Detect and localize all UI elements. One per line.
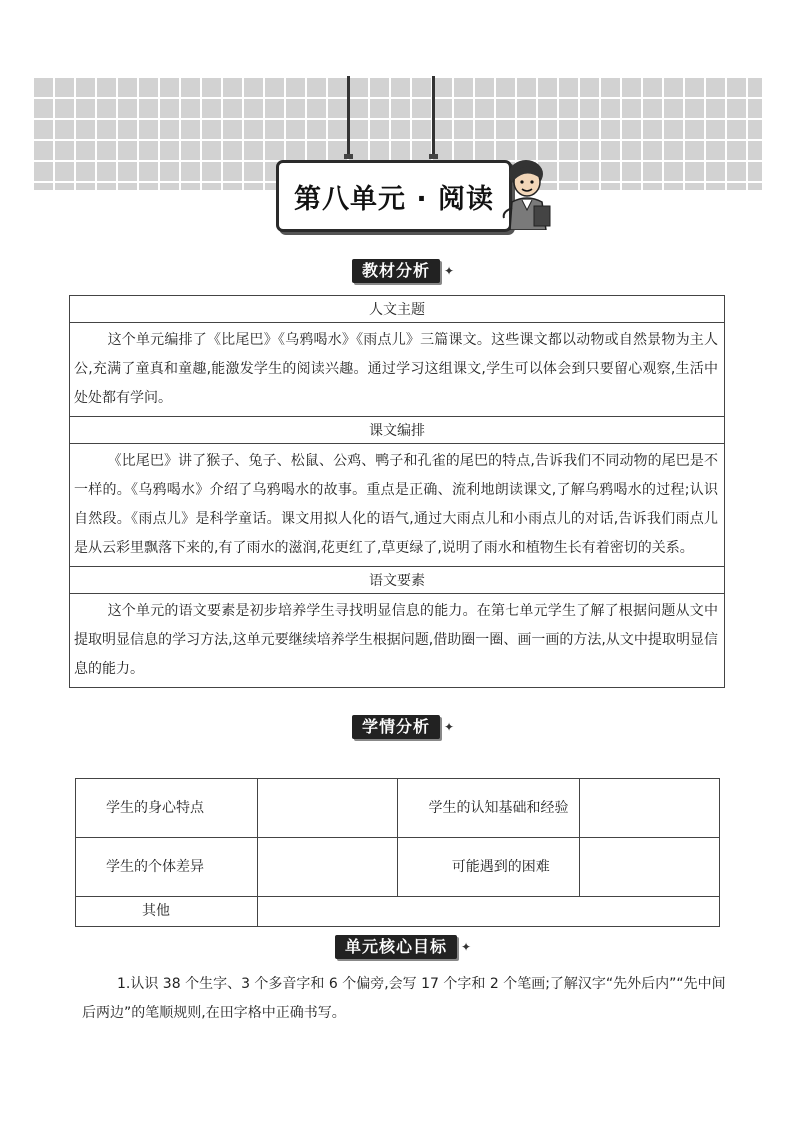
table-cell: 《比尾巴》讲了猴子、兔子、松鼠、公鸡、鸭子和孔雀的尾巴的特点,告诉我们不同动物的尾巴是不一样的。《乌鸦喝水》介绍了乌鸦喝水的故事。重点是正确、流利地朗读课文,了解乌鸦喝水的过程;认识自然段。《雨点儿》是科学童话。课文用拟人化的语气,通过大雨点儿和小雨点儿的对话,告诉我们雨点儿是从云彩里飘落下来的,有了雨水的滋润,花更红了,草更绿了,说明了雨水和植物生长有着密切的关系。 (70, 444, 725, 567)
section-title: 学情分析 (352, 715, 440, 739)
hanging-rod-left (347, 76, 350, 156)
table-cell-label: 其他 (76, 897, 258, 927)
sparkle-icon: ✦ (444, 720, 455, 734)
unit-title-board (276, 160, 512, 232)
table-cell-blank[interactable] (258, 838, 398, 897)
table-header: 课文编排 (70, 417, 725, 444)
table-cell-label: 学生的认知基础和经验 (398, 779, 580, 838)
section-title: 单元核心目标 (335, 935, 457, 959)
table-cell-blank[interactable] (579, 779, 719, 838)
textbook-analysis-table (69, 295, 725, 688)
table-cell-label: 学生的身心特点 (76, 779, 258, 838)
section-label-student (352, 714, 454, 740)
hanging-rod-right (432, 76, 435, 156)
table-cell-label: 学生的个体差异 (76, 838, 258, 897)
table-cell-blank[interactable] (258, 897, 720, 927)
goal-item: 1.认识 38 个生字、3 个多音字和 6 个偏旁,会写 17 个字和 2 个笔画;了解汉字“先外后内”“先中间后两边”的笔顺规则,在田字格中正确书写。 (82, 976, 726, 1021)
table-cell-blank[interactable] (579, 838, 719, 897)
table-header: 语文要素 (70, 567, 725, 594)
student-analysis-table (75, 778, 720, 927)
table-cell-blank[interactable] (258, 779, 398, 838)
table-cell-label: 可能遇到的困难 (398, 838, 580, 897)
teacher-cartoon-icon (500, 156, 556, 230)
rod-cap-right (429, 154, 438, 159)
section-title: 教材分析 (352, 259, 440, 283)
section-label-goals (335, 934, 471, 960)
unit-title: 第八单元 · 阅读 (293, 183, 495, 215)
sparkle-icon: ✦ (444, 264, 455, 278)
table-cell: 这个单元的语文要素是初步培养学生寻找明显信息的能力。在第七单元学生了解了根据问题从文中提取明显信息的学习方法,这单元要继续培养学生根据问题,借助圈一圈、画一画的方法,从文中提取明显信息的能力。 (70, 594, 725, 688)
section-label-analysis (352, 258, 454, 284)
rod-cap-left (344, 154, 353, 159)
table-cell: 这个单元编排了《比尾巴》《乌鸦喝水》《雨点儿》三篇课文。这些课文都以动物或自然景物为主人公,充满了童真和童趣,能激发学生的阅读兴趣。通过学习这组课文,学生可以体会到只要留心观察,生活中处处都有学问。 (70, 323, 725, 417)
sparkle-icon: ✦ (461, 940, 472, 954)
table-header: 人文主题 (70, 296, 725, 323)
